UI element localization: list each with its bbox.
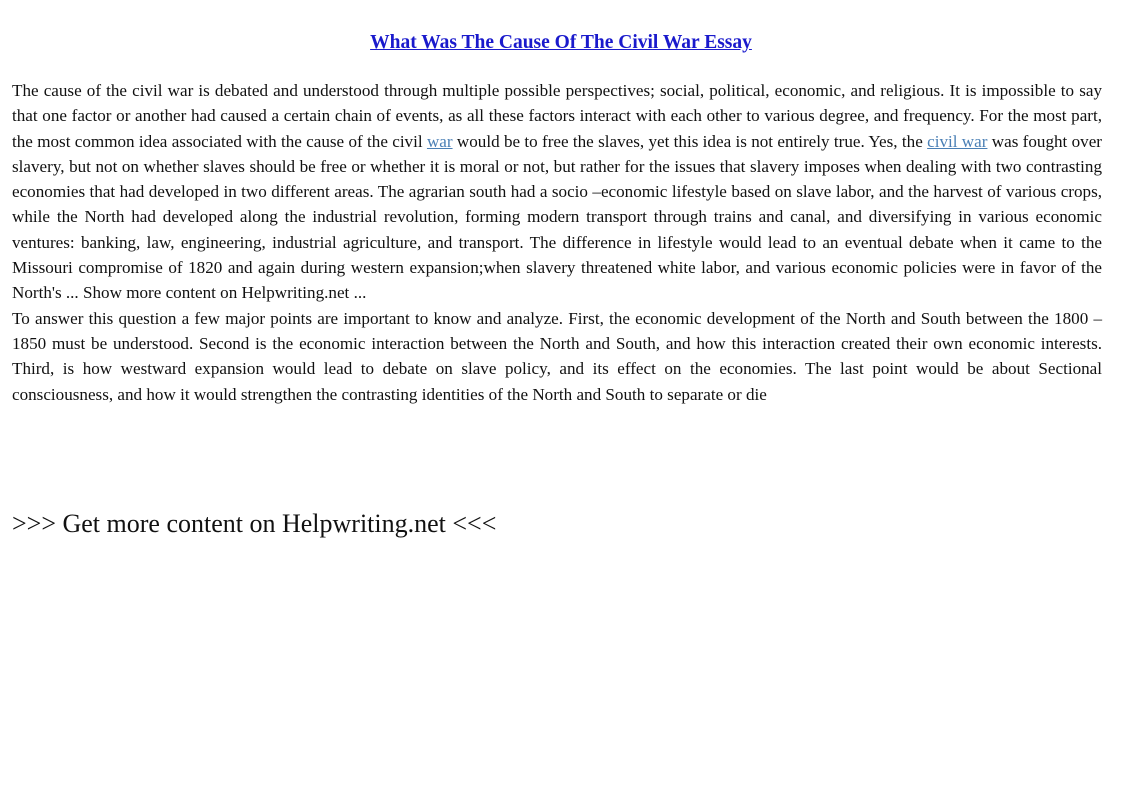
paragraph-1 (12, 78, 1102, 306)
title-link[interactable]: What Was The Cause Of The Civil War Essay (370, 32, 752, 53)
paragraph-1-text-c: was fought over slavery, but not on whether slaves should be free or whether it is moral or not, but rather for the issues that slavery imposes when dealing with two contrasting economies that had developed in two different areas. The agrarian south had a socio –economic lifestyle based on slave labor, and the harvest of various crops, while the North had developed along the industrial revolution, forming modern transport through trains and canal, and diversifying in various economic ventures: banking, law, engineering, industrial agriculture, and transport. The difference in lifestyle would lead to an eventual debate when it came to the Missouri compromise of 1820 and again during western expansion;when slavery threatened white labor, and various economic policies were in favor of the North's ... Show more content on Helpwriting.net ... (12, 131, 1102, 303)
war-link[interactable]: war (426, 131, 453, 151)
paragraph-1-text-b: would be to free the slaves, yet this idea is not entirely true. Yes, the (452, 131, 928, 151)
essay-body (12, 78, 1102, 407)
page-title (0, 31, 1122, 55)
civil-war-link[interactable]: civil war (927, 131, 988, 151)
get-more-content-link[interactable]: >>> Get more content on Helpwriting.net <<< (12, 509, 497, 538)
paragraph-1-text-a: The cause of the civil war is debated and understood through multiple possible perspectives; social, political, economic, and religious. It is impossible to say that one factor or another had caused a certain chain of events, as all these factors interact with each other to various degree, and frequency. For the most part, the most common idea associated with the cause of the civil (12, 81, 1102, 151)
paragraph-2: To answer this question a few major points are important to know and analyze. First, the economic development of the North and South between the 1800 – 1850 must be understood. Second is the economic interaction between the North and South, and how this interaction created their own economic interests. Third, is how westward expansion would lead to debate on slave policy, and its effect on the economies. The last point would be about Sectional consciousness, and how it would strengthen the contrasting identities of the North and South to separate or die (12, 308, 1102, 404)
